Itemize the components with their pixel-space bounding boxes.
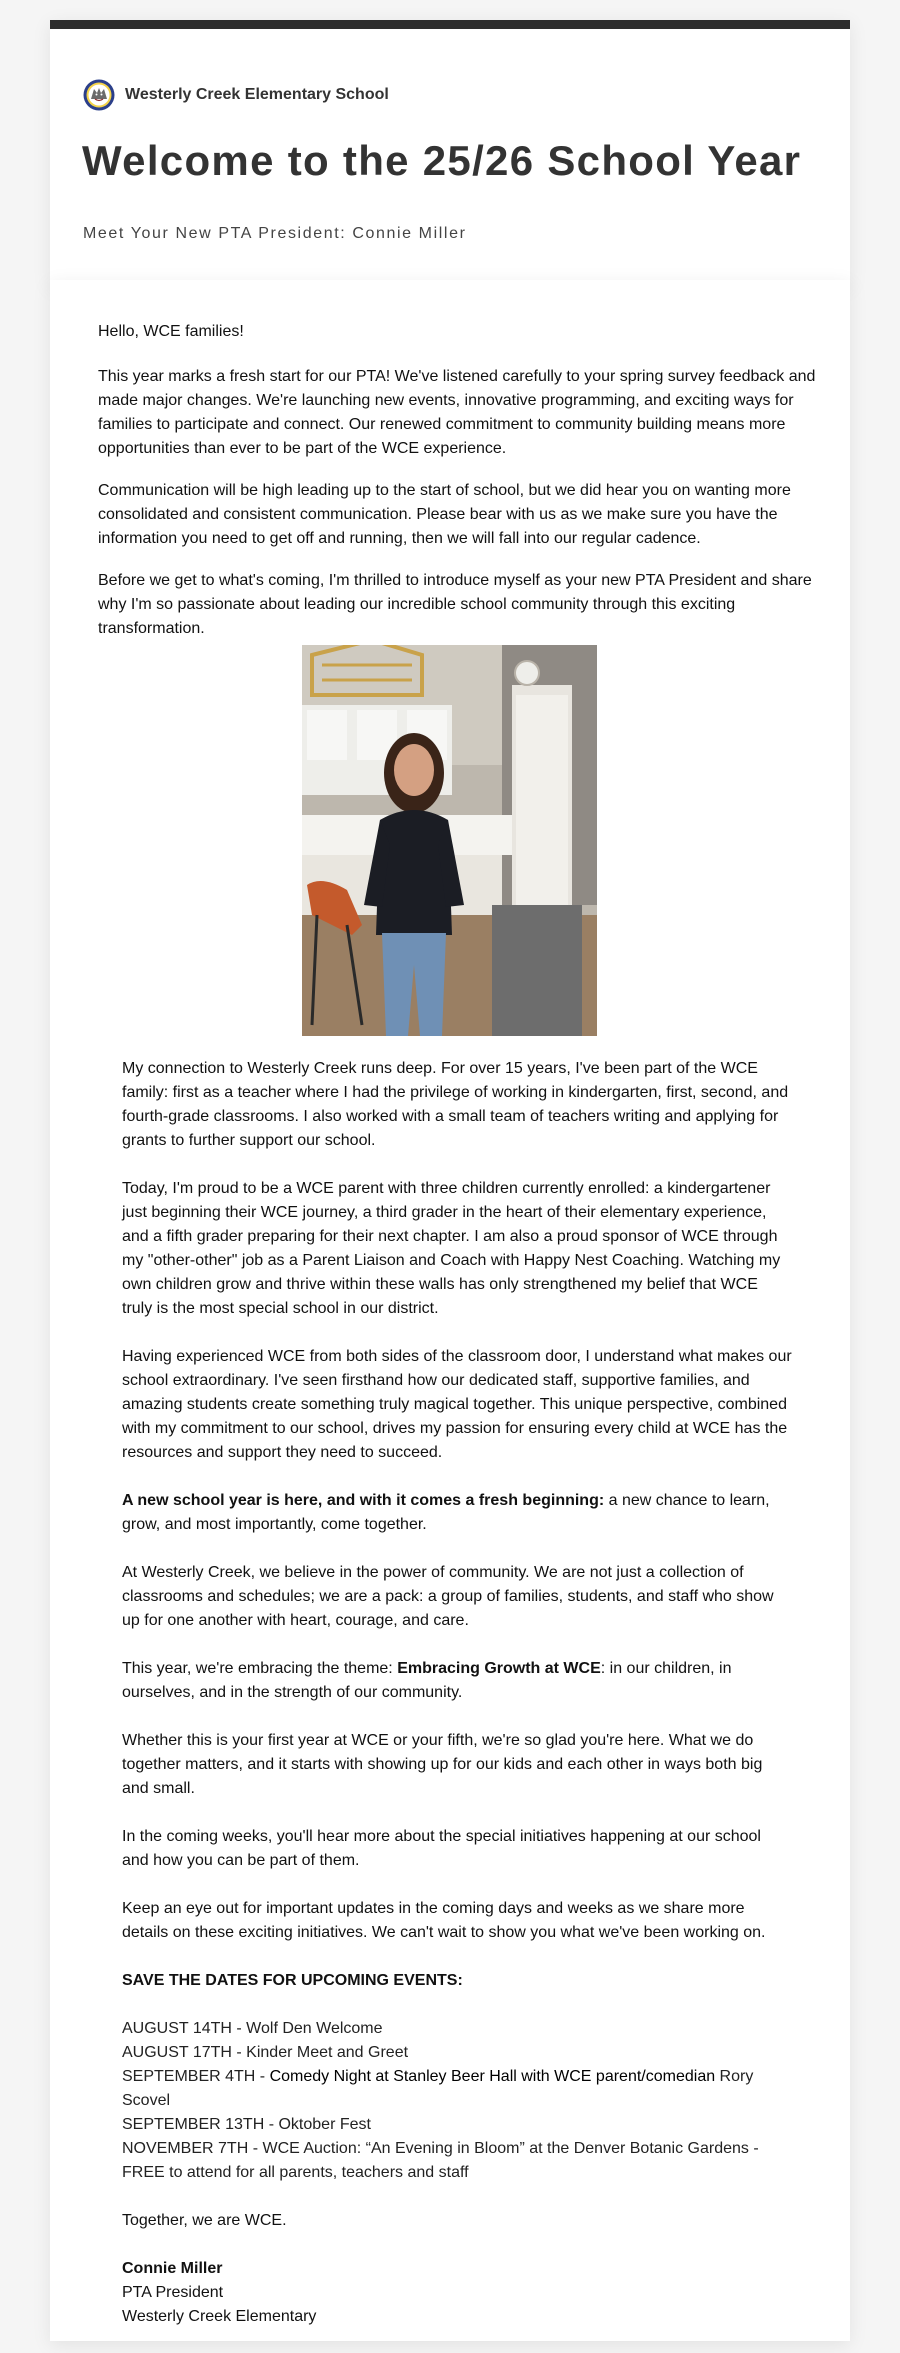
theme-intro: This year, we're embracing the theme: <box>122 1660 398 1677</box>
event-item: SEPTEMBER 13TH - Oktober Fest <box>122 2116 371 2133</box>
intro-paragraph: This year marks a fresh start for our PTA! We've listened carefully to your spring survey feedback and made major changes. We're launching new events, innovative programming, and exciting ways for families to participate and connect. Our renewed commitment to community building means more opportunities than ever to be part of the WCE experience. <box>98 368 816 457</box>
fresh-beginning-emphasis: A new school year is here, and with it comes a fresh beginning: <box>122 1492 605 1509</box>
letter-paragraph <box>122 1489 792 1537</box>
intro-paragraph: Before we get to what's coming, I'm thrilled to introduce myself as your new PTA President and share why I'm so passionate about leading our incredible school community through this exciting transformation. <box>98 572 812 637</box>
theme-name: Embracing Growth at WCE <box>397 1660 601 1677</box>
letter-section <box>122 1057 792 2353</box>
portrait-image <box>302 645 597 1036</box>
theme-description: : in our children, in ourselves, and in the strength of our community. <box>122 1660 732 1701</box>
signature-role: PTA President <box>122 2284 224 2301</box>
letter-paragraph: At Westerly Creek, we believe in the power of community. We are not just a collection of classrooms and schedules; we are a pack: a group of families, students, and staff who show up for one another with heart, courage, and care. <box>122 1564 774 1629</box>
letter-paragraph: In the coming weeks, you'll hear more about the special initiatives happening at our school and how you can be part of them. <box>122 1828 761 1869</box>
page-subtitle: Meet Your New PTA President: Connie Miller <box>83 225 467 242</box>
fresh-beginning-text: a new chance to learn, grow, and most importantly, come together. <box>122 1492 770 1533</box>
event-item: AUGUST 17TH - Kinder Meet and Greet <box>122 2044 409 2061</box>
letter-paragraph: Having experienced WCE from both sides of the classroom door, I understand what makes our school extraordinary. I've seen firsthand how our dedicated staff, supportive families, and amazing students create something truly magical together. This unique perspective, combined with my commitment to our school, drives my passion for ensuring every child at WCE has the resources and support they need to succeed. <box>122 1348 792 1461</box>
letter-paragraph: Keep an eye out for important updates in the coming days and weeks as we share more details on these exciting initiatives. We can't wait to show you what we've been working on. <box>122 1900 766 1941</box>
school-name: Westerly Creek Elementary School <box>125 86 389 103</box>
event-item: NOVEMBER 7TH - WCE Auction: “An Evening in Bloom” at the Denver Botanic Gardens - FREE to attend for all parents, teachers and staff <box>122 2140 759 2181</box>
letter-paragraph: Whether this is your first year at WCE or your fifth, we're so glad you're here. What we do together matters, and it starts with showing up for our kids and each other in ways both big and small. <box>122 1732 763 1797</box>
events-list <box>122 2017 792 2185</box>
intro-paragraph: Communication will be high leading up to the start of school, but we did hear you on wanting more consolidated and consistent communication. Please bear with us as we make sure you have the information you need to get off and running, then we will fall into our regular cadence. <box>98 482 791 547</box>
header-card <box>50 20 850 285</box>
signature-block <box>122 2257 792 2329</box>
letter-paragraph <box>122 1657 792 1705</box>
signature-school: Westerly Creek Elementary <box>122 2308 317 2325</box>
closing-line: Together, we are WCE. <box>122 2212 287 2229</box>
letter-paragraph: Today, I'm proud to be a WCE parent with three children currently enrolled: a kindergartener just beginning their WCE journey, a third grader in the heart of their elementary experience, and a fifth grader preparing for their next chapter. I am also a proud sponsor of WCE through my "other-other" job as a Parent Liaison and Coach with Happy Nest Coaching. Watching my own children grow and thrive within these walls has only strengthened my belief that WCE truly is the most special school in our district. <box>122 1180 781 1317</box>
events-heading: SAVE THE DATES FOR UPCOMING EVENTS: <box>122 1972 463 1989</box>
event-item: SEPTEMBER 4TH - Comedy Night at Stanley Beer Hall with WCE parent/comedian Rory Scovel <box>122 2068 754 2109</box>
newsletter-body <box>50 280 850 2341</box>
school-crest-icon <box>83 79 115 111</box>
event-item: AUGUST 14TH - Wolf Den Welcome <box>122 2020 383 2037</box>
intro-section <box>98 320 823 659</box>
brand[interactable] <box>83 79 389 111</box>
greeting: Hello, WCE families! <box>98 323 244 340</box>
page-title: Welcome to the 25/26 School Year <box>82 137 802 184</box>
president-photo <box>302 645 597 1036</box>
letter-paragraph: My connection to Westerly Creek runs deep. For over 15 years, I've been part of the WCE family: first as a teacher where I had the privilege of working in kindergarten, first, second, and fourth-grade classrooms. I also worked with a small team of teachers writing and applying for grants to further support our school. <box>122 1060 789 1149</box>
signature-name: Connie Miller <box>122 2260 223 2277</box>
